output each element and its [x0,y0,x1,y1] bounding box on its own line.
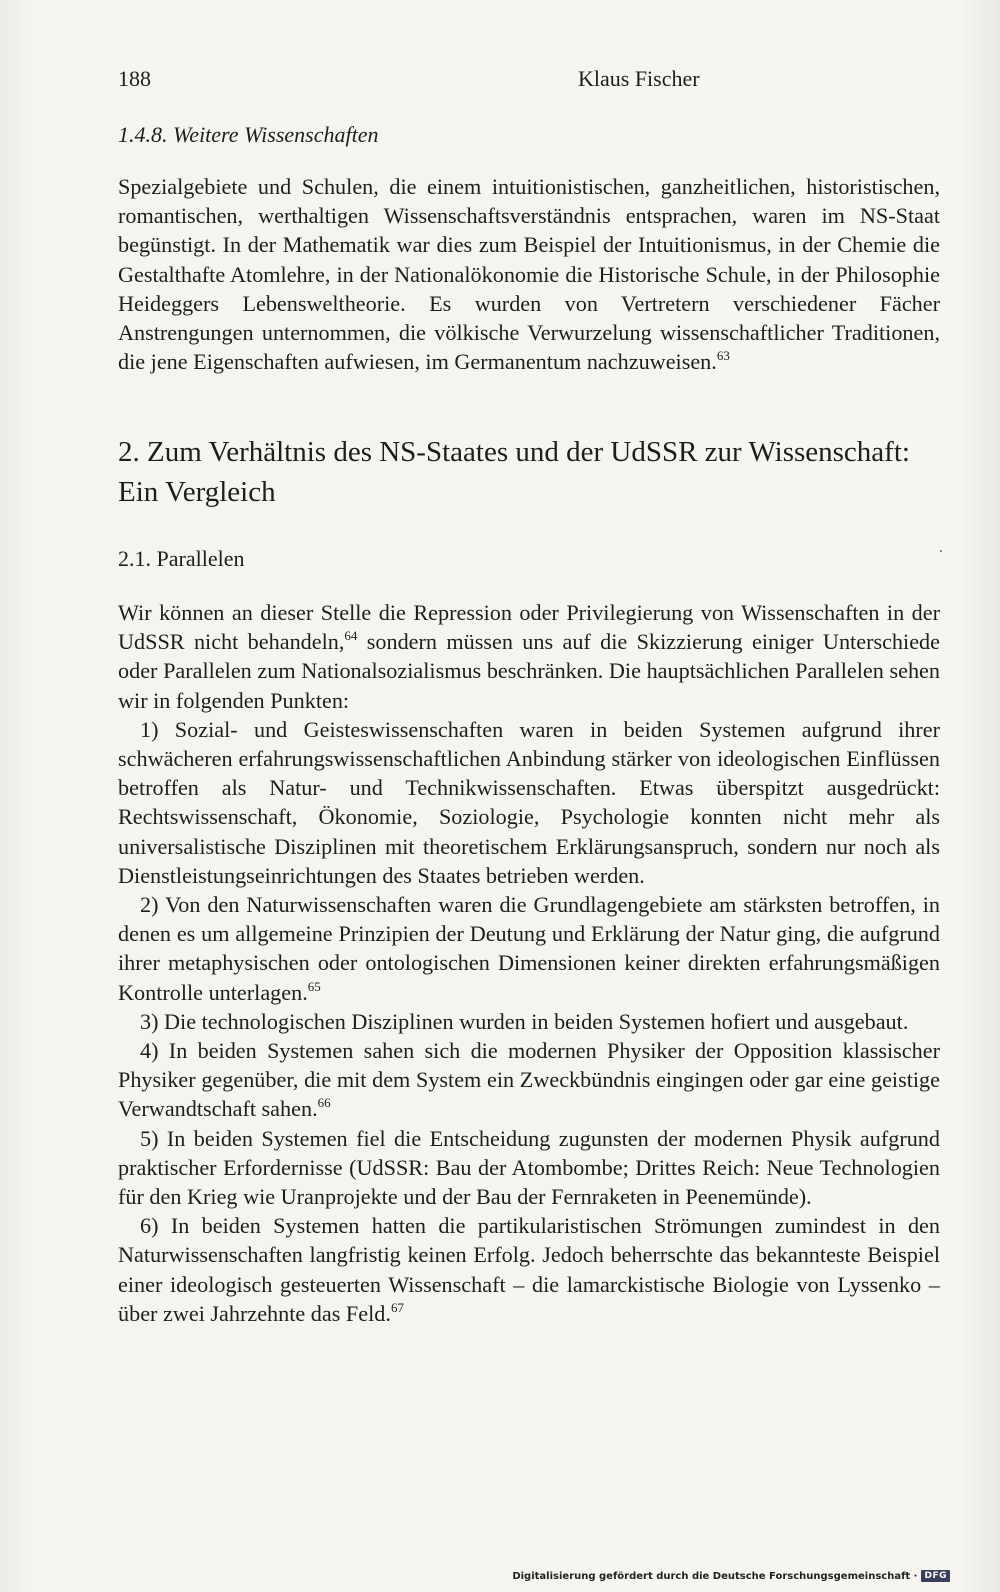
running-head [118,66,940,96]
footnote-ref: 65 [307,978,321,994]
paragraph-text: Wir können an dieser Stelle die Repression oder Privilegierung von Wissenschaften in der UdSSR nicht behandeln, [118,600,940,655]
credit-text: Digitalisierung gefördert durch die Deutsche Forschungsgemeinschaft · [512,1570,918,1582]
digitization-credit [512,1570,950,1582]
scan-speck [940,550,942,552]
chapter-heading-2: 2. Zum Verhältnis des NS-Staates und der UdSSR zur Wissenschaft: Ein Vergleich [118,436,910,508]
dfg-logo: DFG [921,1570,950,1582]
section-heading-2-1: 2.1. Parallelen [118,546,245,571]
section-1-4-8-body [118,172,940,376]
point-text: 6) In beiden Systemen hatten die partikularistischen Strömungen zumindest in den Naturwissenschaften langfristig keinen Erfolg. Jedoch beherrschte das bekannteste Beispiel einer ideologisch gesteuerten Wissenschaft – die lamarckistische Biologie von Lyssenko – über zwei Jahrzehnte das Feld. [118,1213,940,1326]
list-item [118,890,940,1007]
paragraph [118,172,940,376]
running-head-author: Klaus Fischer [578,66,700,91]
point-text: 4) In beiden Systemen sahen sich die modernen Physiker der Opposition klassischer Physiker gegenüber, die mit dem System ein Zweckbündnis eingingen oder gar eine geistige Verwandtschaft sahen. [118,1038,940,1122]
list-item [118,715,940,890]
section-heading-1-4-8: 1.4.8. Weitere Wissenschaften [118,122,379,147]
paragraph [118,598,940,715]
point-text: 3) Die technologischen Disziplinen wurden in beiden Systemen hofiert und ausgebaut. [140,1008,909,1034]
list-item [118,1211,940,1328]
list-item [118,1007,940,1036]
footnote-ref: 67 [390,1299,404,1315]
footnote-ref: 64 [344,628,358,644]
point-text: 5) In beiden Systemen fiel die Entscheidung zugunsten der modernen Physik aufgrund praktischer Erfordernisse (UdSSR: Bau der Atombombe; Drittes Reich: Neue Technologien für den Krieg wie Uranprojekte und der Bau der Fernraketen in Peenemünde). [118,1125,940,1210]
list-item [118,1036,940,1124]
paragraph-text: Spezialgebiete und Schulen, die einem intuitionistischen, ganzheitlichen, historistischen, romantischen, werthaltigen Wissenschaftsverständnis entsprachen, waren im NS-Staat begünstigt. In der Mathematik war dies zum Beispiel der Intuitionismus, in der Chemie die Gestalthafte Atomlehre, in der Nationalökonomie die Historische Schule, in der Philosophie Heideggers Lebensweltheorie. Es wurden von Vertretern verschiedener Fächer Anstrengungen unternommen, die völkische Verwurzelung wissenschaftlicher Traditionen, die jene Eigenschaften aufwiesen, im Germanentum nachzuweisen. [118,174,940,375]
point-text: 2) Von den Naturwissenschaften waren die Grundlagengebiete am stärksten betroffen, in denen es um allgemeine Prinzipien der Deutung und Erklärung der Natur ging, die aufgrund ihrer metaphysischen oder ontologischen Dimensionen keiner direkten erfahrungsmäßigen Kontrolle unterlagen. [118,892,940,1005]
point-text: 1) Sozial- und Geisteswissenschaften waren in beiden Systemen aufgrund ihrer schwächeren erfahrungswissenschaftlichen Anbindung stärker von ideologischen Einflüssen betroffen als Natur- und Technikwissenschaften. Etwas überspitzt ausgedrückt: Rechtswissenschaft, Ökonomie, Soziologie, Psychologie konnten nicht mehr als universalistische Disziplinen mit theoretischem Erklärungsanspruch, sondern nur noch als Dienstleistungseinrichtungen des Staates betrieben werden. [118,716,940,888]
page-number: 188 [118,66,151,91]
paragraph-text: sondern müssen uns auf die Skizzierung einiger Unterschiede oder Parallelen zum Nationalsozialismus beschränken. Die hauptsächlichen Parallelen sehen wir in folgenden Punkten: [118,629,940,713]
list-item [118,1124,940,1212]
footnote-ref: 63 [716,348,730,364]
footnote-ref: 66 [317,1095,331,1111]
section-2-1-body [118,598,940,1328]
